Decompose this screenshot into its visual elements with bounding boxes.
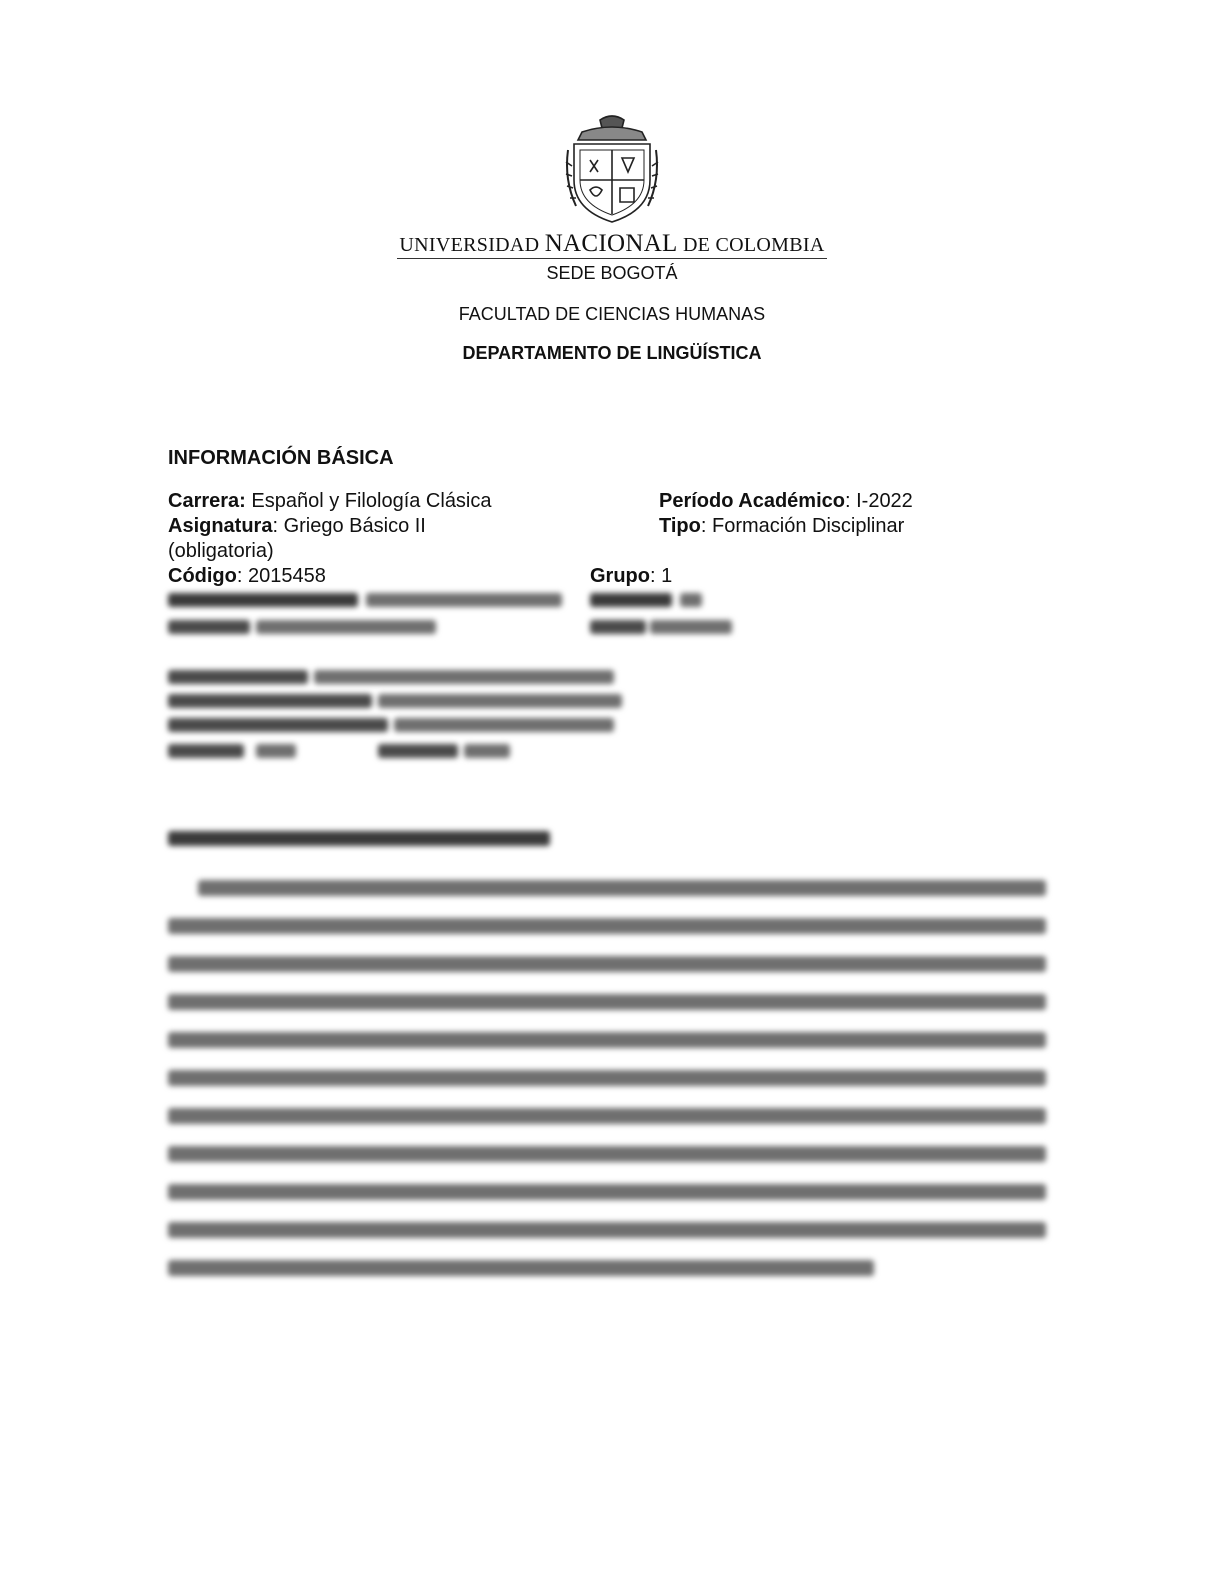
carrera-row: Carrera: Español y Filología Clásica — [168, 490, 492, 512]
sede-label: SEDE BOGOTÁ — [546, 263, 678, 283]
facultad-label: FACULTAD DE CIENCIAS HUMANAS — [458, 304, 766, 324]
asignatura-note: (obligatoria) — [168, 540, 274, 562]
basic-info-title: INFORMACIÓN BÁSICA — [168, 447, 394, 469]
asignatura-row: Asignatura: Griego Básico II — [168, 515, 426, 537]
departamento-label: DEPARTAMENTO DE LINGÜÍSTICA — [462, 343, 762, 363]
periodo-row: Período Académico: I-2022 — [659, 490, 913, 512]
tipo-row: Tipo: Formación Disciplinar — [659, 515, 905, 537]
university-name: UNIVERSIDAD NACIONAL DE COLOMBIA — [399, 230, 825, 257]
grupo-row: Grupo: 1 — [590, 565, 673, 587]
codigo-row: Código: 2015458 — [168, 565, 326, 587]
